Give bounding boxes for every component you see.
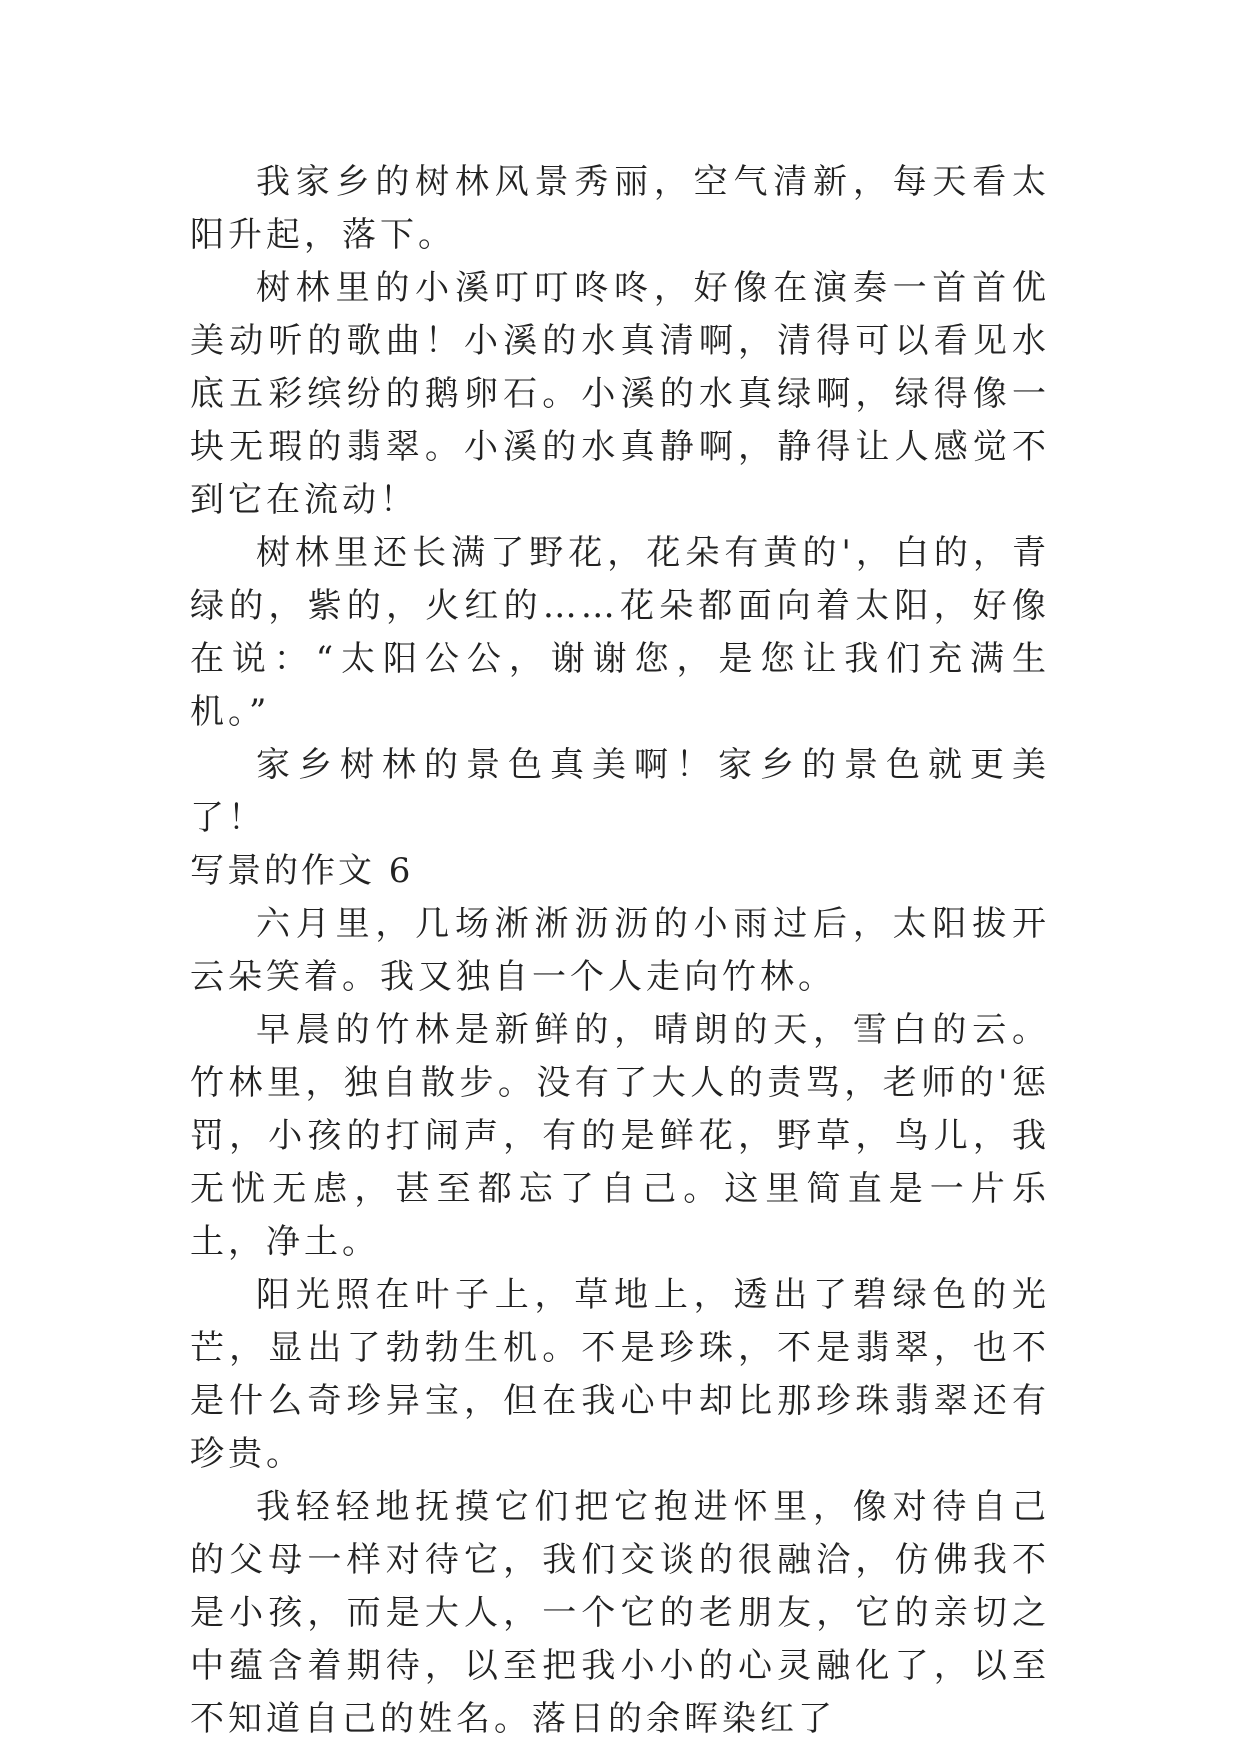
paragraph: 树林里还长满了野花，花朵有黄的'，白的，青绿的，紫的，火红的……花朵都面向着太阳，好像在说：“太阳公公，谢谢您，是您让我们充满生机。” [190, 533, 1050, 732]
paragraph: 早晨的竹林是新鲜的，晴朗的天，雪白的云。竹林里，独自散步。没有了大人的责骂，老师的'惩罚，小孩的打闹声，有的是鲜花，野草，鸟儿，我无忧无虑，甚至都忘了自己。这里简直是一片乐土，净土。 [190, 1010, 1050, 1262]
paragraph: 家乡树林的景色真美啊！家乡的景色就更美了！ [190, 745, 1050, 838]
paragraph: 树林里的小溪叮叮咚咚，好像在演奏一首首优美动听的歌曲！小溪的水真清啊，清得可以看见水底五彩缤纷的鹅卵石。小溪的水真绿啊，绿得像一块无瑕的翡翠。小溪的水真静啊，静得让人感觉不到它在流动！ [190, 268, 1050, 520]
paragraph: 我轻轻地抚摸它们把它抱进怀里，像对待自己的父母一样对待它，我们交谈的很融洽，仿佛我不是小孩，而是大人，一个它的老朋友，它的亲切之中蕴含着期待，以至把我小小的心灵融化了，以至不知道自己的姓名。落日的余晖染红了 [190, 1487, 1050, 1739]
paragraph: 阳光照在叶子上，草地上，透出了碧绿色的光芒，显出了勃勃生机。不是珍珠，不是翡翠，也不是什么奇珍异宝，但在我心中却比那珍珠翡翠还有珍贵。 [190, 1275, 1050, 1474]
section-heading: 写景的作文 6 [190, 851, 414, 891]
document-body [190, 156, 1050, 1746]
paragraph: 我家乡的树林风景秀丽，空气清新，每天看太阳升起，落下。 [190, 162, 1050, 255]
paragraph: 六月里，几场淅淅沥沥的小雨过后，太阳拔开云朵笑着。我又独自一个人走向竹林。 [190, 904, 1050, 997]
